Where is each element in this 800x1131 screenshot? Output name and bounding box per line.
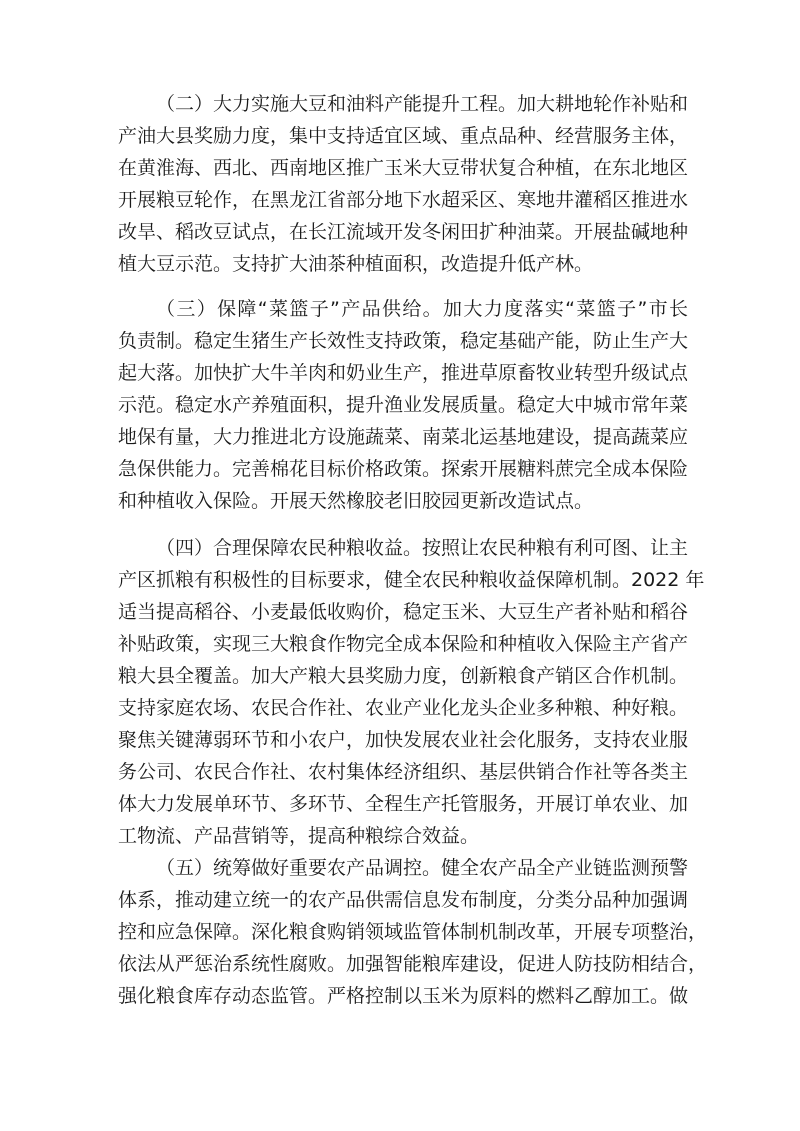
paragraph-line: 产区抓粮有积极性的目标要求，健全农民种粮收益保障机制。2022 年 bbox=[118, 569, 705, 591]
paragraph-line: 体系，推动建立统一的农产品供需信息发布制度，分类分品种加强调 bbox=[118, 889, 689, 911]
paragraph-line: 工物流、产品营销等，提高种粮综合效益。 bbox=[118, 825, 480, 847]
paragraph-line: （三）保障“菜篮子”产品供给。加大力度落实“菜篮子”市长 bbox=[156, 298, 688, 320]
paragraph-farmer-income bbox=[118, 532, 705, 852]
paragraph-product-regulation bbox=[118, 852, 708, 1012]
paragraph-line: 和种植收入保险。开展天然橡胶老旧胶园更新改造试点。 bbox=[118, 490, 594, 512]
paragraph-line: 强化粮食库存动态监管。严格控制以玉米为原料的燃料乙醇加工。做 bbox=[118, 985, 689, 1007]
paragraph-line: 务公司、农民合作社、农村集体经济组织、基层供销合作社等各类主 bbox=[118, 761, 689, 783]
paragraph-line: 控和应急保障。深化粮食购销领域监管体制机制改革，开展专项整治， bbox=[118, 921, 708, 943]
paragraph-soybean-oilseed bbox=[118, 88, 688, 280]
paragraph-line: 急保供能力。完善棉花目标价格政策。探索开展糖料蔗完全成本保险 bbox=[118, 458, 689, 480]
paragraph-line: 在黄淮海、西北、西南地区推广玉米大豆带状复合种植，在东北地区 bbox=[118, 157, 689, 179]
paragraph-line: 体大力发展单环节、多环节、全程生产托管服务，开展订单农业、加 bbox=[118, 793, 689, 815]
paragraph-line: 起大落。加快扩大牛羊肉和奶业生产，推进草原畜牧业转型升级试点 bbox=[118, 362, 689, 384]
paragraph-line: 支持家庭农场、农民合作社、农业产业化龙头企业多种粮、种好粮。 bbox=[118, 697, 689, 719]
paragraph-line: 示范。稳定水产养殖面积，提升渔业发展质量。稳定大中城市常年菜 bbox=[118, 394, 689, 416]
paragraph-line: 负责制。稳定生猪生产长效性支持政策，稳定基础产能，防止生产大 bbox=[118, 330, 689, 352]
paragraph-line: 粮大县全覆盖。加大产粮大县奖励力度，创新粮食产销区合作机制。 bbox=[118, 665, 689, 687]
paragraph-line: （四）合理保障农民种粮收益。按照让农民种粮有利可图、让主 bbox=[156, 537, 689, 559]
paragraph-vegetable-basket bbox=[118, 293, 688, 517]
paragraph-line: 地保有量，大力推进北方设施蔬菜、南菜北运基地建设，提高蔬菜应 bbox=[118, 426, 689, 448]
paragraph-line: 开展粮豆轮作，在黑龙江省部分地下水超采区、寒地井灌稻区推进水 bbox=[118, 189, 689, 211]
paragraph-line: 适当提高稻谷、小麦最低收购价，稳定玉米、大豆生产者补贴和稻谷 bbox=[118, 601, 689, 623]
paragraph-line: 植大豆示范。支持扩大油茶种植面积，改造提升低产林。 bbox=[118, 253, 594, 275]
paragraph-line: 依法从严惩治系统性腐败。加强智能粮库建设，促进人防技防相结合， bbox=[118, 953, 708, 975]
paragraph-line: 产油大县奖励力度，集中支持适宜区域、重点品种、经营服务主体， bbox=[118, 125, 689, 147]
paragraph-line: 聚焦关键薄弱环节和小农户，加快发展农业社会化服务，支持农业服 bbox=[118, 729, 689, 751]
paragraph-line: （二）大力实施大豆和油料产能提升工程。加大耕地轮作补贴和 bbox=[156, 93, 689, 115]
paragraph-line: 改旱、稻改豆试点，在长江流域开发冬闲田扩种油菜。开展盐碱地种 bbox=[118, 221, 689, 243]
paragraph-line: 补贴政策，实现三大粮食作物完全成本保险和种植收入保险主产省产 bbox=[118, 633, 689, 655]
paragraph-line: （五）统筹做好重要农产品调控。健全农产品全产业链监测预警 bbox=[156, 857, 689, 879]
